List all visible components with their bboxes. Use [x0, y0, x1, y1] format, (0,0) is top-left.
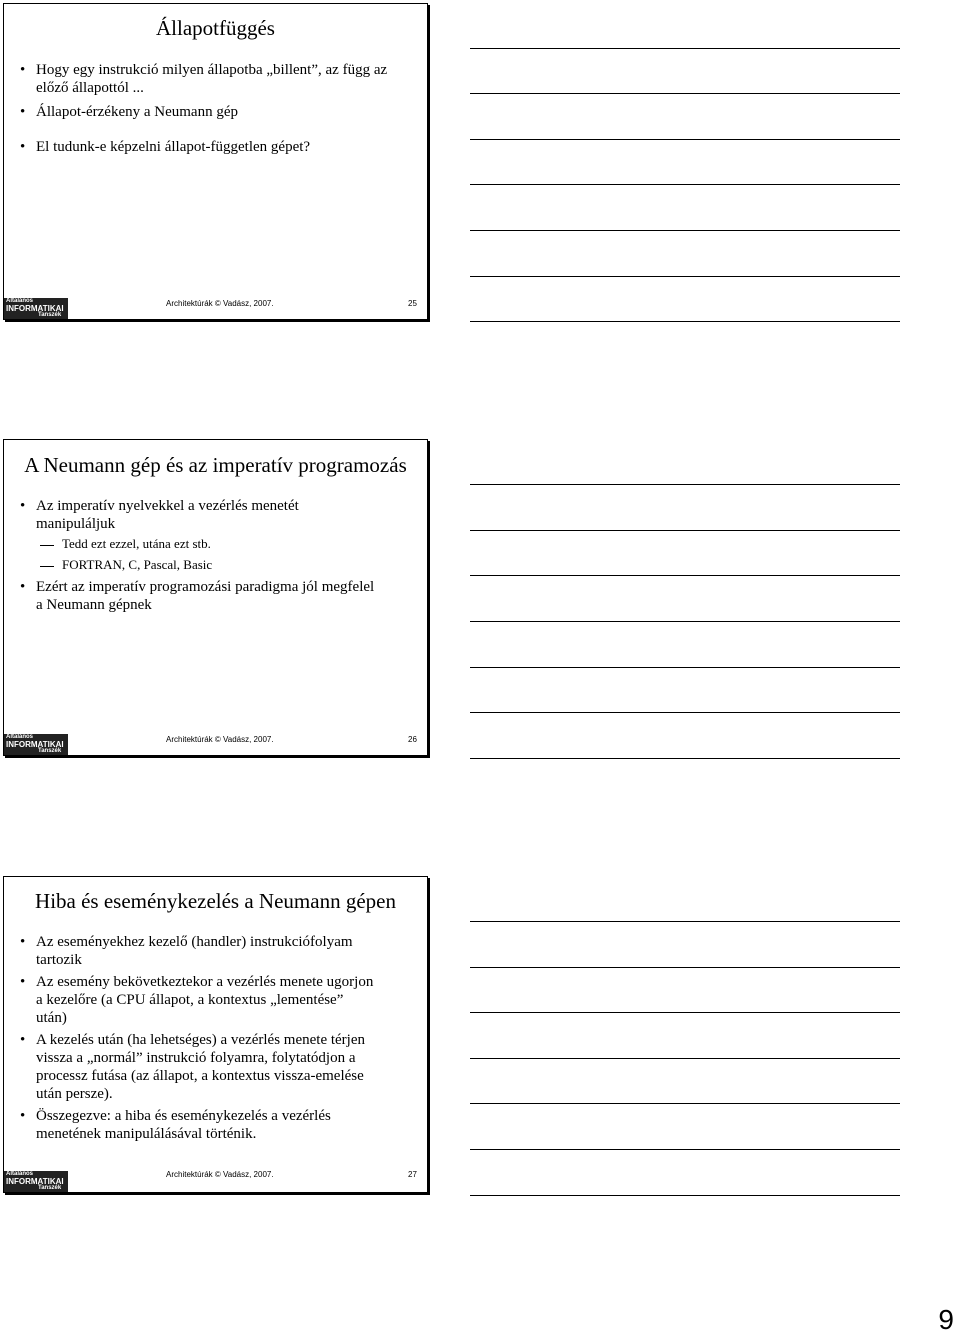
logo-line-2: INFORMATIKAI: [6, 740, 64, 749]
slide-26: [3, 439, 428, 756]
note-line: [470, 48, 900, 49]
bullet-list: [18, 497, 415, 614]
note-line: [470, 758, 900, 759]
department-logo: [4, 298, 68, 319]
logo-line-1: Általános: [6, 298, 34, 304]
bullet-item: • El tudunk-e képzelni állapot-független gépet?: [18, 138, 415, 156]
logo-line-2: INFORMATIKAI: [6, 1177, 64, 1186]
slide-title: Hiba és eseménykezelés a Neumann gépen: [35, 889, 396, 913]
note-line: [470, 530, 900, 531]
note-line: [470, 667, 900, 668]
slide-footer: Architektúrák © Vadász, 2007.: [166, 1170, 274, 1179]
logo-line-1: Általános: [6, 734, 34, 740]
slide-title: Állapotfüggés: [156, 16, 275, 40]
logo-line-3: Tanszék: [38, 1185, 62, 1191]
bullet-item: • Az eseményekhez kezelő (handler) instrukciófolyam tartozik: [18, 933, 415, 969]
sub-bullet-item: Tedd ezt ezzel, utána ezt stb.: [18, 535, 415, 553]
department-logo: [4, 734, 68, 755]
slide-number: 26: [408, 735, 417, 744]
logo-line-1: Általános: [6, 1171, 34, 1177]
logo-line-2: INFORMATIKAI: [6, 304, 64, 313]
note-line: [470, 276, 900, 277]
logo-line-3: Tanszék: [38, 312, 62, 318]
bullet-list: [18, 933, 415, 1143]
bullet-item: • Az imperatív nyelvekkel a vezérlés menetét manipuláljuk: [18, 497, 415, 533]
slide-number: 27: [408, 1170, 417, 1179]
note-line: [470, 139, 900, 140]
bullet-item: • Ezért az imperatív programozási paradigma jól megfelel a Neumann gépnek: [18, 578, 415, 614]
note-line: [470, 321, 900, 322]
note-line: [470, 712, 900, 713]
note-line: [470, 921, 900, 922]
slide-25: [3, 3, 428, 320]
note-line: [470, 967, 900, 968]
logo-line-3: Tanszék: [38, 748, 62, 754]
note-line: [470, 93, 900, 94]
department-logo: [4, 1171, 68, 1192]
note-line: [470, 184, 900, 185]
note-line: [470, 1012, 900, 1013]
bullet-list: [18, 61, 415, 156]
slide-27: [3, 876, 428, 1193]
slide-title: A Neumann gép és az imperatív programozás: [24, 453, 407, 477]
slide-footer: Architektúrák © Vadász, 2007.: [166, 735, 274, 744]
note-line: [470, 1195, 900, 1196]
bullet-item: • A kezelés után (ha lehetséges) a vezérlés menete térjen vissza a „normál” instrukció folyamra, folytatódjon a processz futása (az állapot, a kontextus vissza-emelése után persze).: [18, 1031, 415, 1103]
page-number: 9: [938, 1304, 954, 1335]
bullet-item: • Összegezve: a hiba és eseménykezelés a vezérlés menetének manipulálásával történik.: [18, 1107, 415, 1143]
sub-bullet-item: FORTRAN, C, Pascal, Basic: [18, 556, 415, 574]
note-line: [470, 230, 900, 231]
bullet-item: • Az esemény bekövetkeztekor a vezérlés menete ugorjon a kezelőre (a CPU állapot, a kontextus „lementése” után): [18, 973, 415, 1027]
bullet-item: • Hogy egy instrukció milyen állapotba „billent”, az függ az előző állapottól ...: [18, 61, 415, 97]
note-line: [470, 575, 900, 576]
note-line: [470, 1103, 900, 1104]
note-line: [470, 1149, 900, 1150]
slide-number: 25: [408, 299, 417, 308]
slide-footer: Architektúrák © Vadász, 2007.: [166, 299, 274, 308]
note-line: [470, 621, 900, 622]
bullet-item: • Állapot-érzékeny a Neumann gép: [18, 103, 415, 121]
note-line: [470, 1058, 900, 1059]
note-line: [470, 484, 900, 485]
